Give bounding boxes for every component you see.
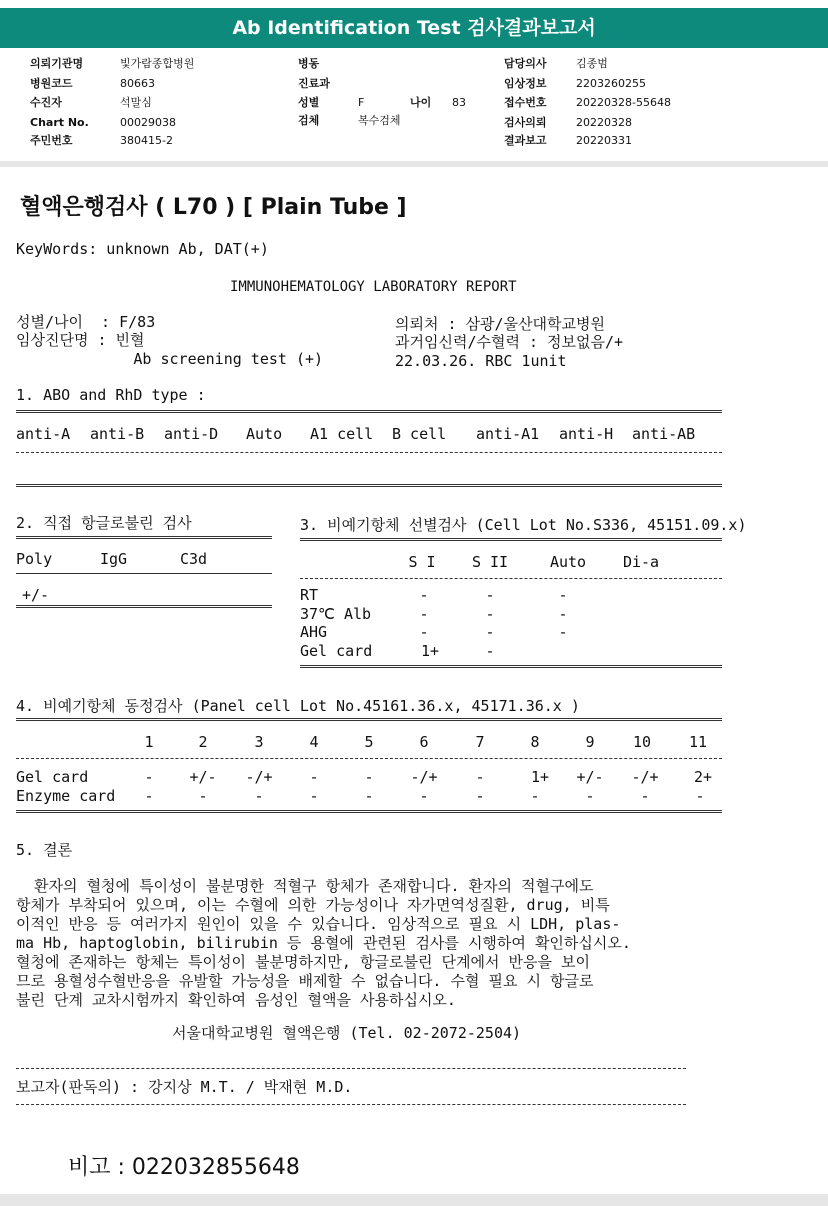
- table-cell: -: [419, 586, 429, 604]
- row-label: Gel card: [16, 768, 89, 786]
- column-header: IgG: [100, 550, 128, 568]
- header-label: 담당의사: [504, 57, 547, 70]
- column-header: anti-A: [16, 425, 71, 443]
- patient-diagnosis: 임상진단명 : 빈혈: [16, 331, 145, 349]
- table-cell: -: [558, 623, 568, 641]
- table-cell: -: [558, 586, 568, 604]
- column-header: A1 cell: [310, 425, 374, 443]
- row-label: Gel card: [300, 642, 373, 660]
- section3-title: 3. 비예기항체 선별검사 (Cell Lot No.S336, 45151.09.x): [300, 516, 747, 534]
- column-header: anti-A1: [476, 425, 540, 443]
- column-header: 9: [585, 733, 595, 751]
- table-cell: -: [419, 605, 429, 623]
- table-cell: -: [309, 787, 319, 805]
- table-cell: -: [558, 605, 568, 623]
- rule: [300, 578, 722, 579]
- column-header: 1: [144, 733, 154, 751]
- header-label: 수진자: [30, 96, 62, 109]
- header-label: 결과보고: [504, 134, 547, 147]
- section1-title: 1. ABO and RhD type :: [16, 386, 206, 404]
- column-header: 2: [198, 733, 208, 751]
- rule: [300, 665, 722, 668]
- column-header: Auto: [549, 553, 587, 571]
- column-header: 11: [688, 733, 708, 751]
- table-cell: -: [530, 787, 540, 805]
- header-value: 20220328-55648: [576, 96, 671, 109]
- column-header: anti-AB: [632, 425, 696, 443]
- table-cell: -: [198, 787, 208, 805]
- row-label: AHG: [300, 623, 328, 641]
- column-header: 10: [632, 733, 652, 751]
- header-label: Chart No.: [30, 116, 89, 129]
- table-cell: -: [640, 787, 650, 805]
- header-value: 김종범: [576, 57, 608, 70]
- header-label: 접수번호: [504, 96, 547, 109]
- conclusion-line: 항체가 부착되어 있으며, 이는 수혈에 의한 가능성이나 자가면역성질환, drug, 비특: [16, 896, 610, 914]
- table-cell: -: [144, 768, 154, 786]
- row-label: 37℃ Alb: [300, 605, 372, 623]
- rule: [16, 484, 722, 487]
- conclusion-line: 불린 단계 교차시험까지 확인하여 음성인 혈액을 사용하십시오.: [16, 991, 456, 1009]
- table-cell: -: [419, 787, 429, 805]
- section2-title: 2. 직접 항글로불린 검사: [16, 514, 192, 532]
- table-cell: 1+: [530, 768, 550, 786]
- rule: [16, 573, 272, 574]
- reporter: 보고자(판독의) : 강지상 M.T. / 박재현 M.D.: [16, 1078, 353, 1096]
- header-label: 의뢰기관명: [30, 57, 84, 70]
- table-cell: -: [309, 768, 319, 786]
- section-divider: [0, 161, 828, 167]
- column-header: S I: [408, 553, 436, 571]
- header-label: 주민번호: [30, 134, 73, 147]
- table-cell: -/+: [410, 768, 438, 786]
- table-cell: -/+: [631, 768, 659, 786]
- table-cell: -: [364, 787, 374, 805]
- table-cell: -: [695, 787, 705, 805]
- header-label: 병동: [298, 57, 320, 70]
- rule: [16, 536, 272, 539]
- header-value: 석말심: [120, 96, 152, 109]
- header-label: 검체: [298, 114, 320, 127]
- column-header: B cell: [392, 425, 447, 443]
- patient-sex-age: 성별/나이 : F/83: [16, 313, 156, 331]
- keywords: KeyWords: unknown Ab, DAT(+): [16, 240, 269, 258]
- patient-history-detail: 22.03.26. RBC 1unit: [395, 352, 567, 370]
- header-value: 80663: [120, 77, 155, 90]
- report-title: Ab Identification Test 검사결과보고서: [0, 8, 828, 48]
- report-heading: 혈액은행검사 ( L70 ) [ Plain Tube ]: [20, 195, 407, 220]
- table-cell: -: [364, 768, 374, 786]
- conclusion-line: 환자의 혈청에 특이성이 불분명한 적혈구 항체가 존재합니다. 환자의 적혈구에도: [16, 877, 594, 895]
- lab-report-title: IMMUNOHEMATOLOGY LABORATORY REPORT: [230, 279, 517, 295]
- column-header: C3d: [180, 550, 208, 568]
- rule: [16, 452, 722, 453]
- header-label: 진료과: [298, 77, 330, 90]
- rule: [16, 605, 272, 608]
- column-header: S II: [471, 553, 509, 571]
- table-cell: -: [475, 787, 485, 805]
- rule: [16, 718, 722, 721]
- table-cell: -: [144, 787, 154, 805]
- column-header: 7: [475, 733, 485, 751]
- column-header: 8: [530, 733, 540, 751]
- table-cell: -: [419, 623, 429, 641]
- table-cell: +/-: [576, 768, 604, 786]
- header-value: 20220328: [576, 116, 632, 129]
- institution: 서울대학교병원 혈액은행 (Tel. 02-2072-2504): [172, 1024, 522, 1042]
- column-header: 5: [364, 733, 374, 751]
- row-label: RT: [300, 586, 319, 604]
- table-cell: -: [485, 605, 495, 623]
- conclusion-line: 혈청에 존재하는 항체는 특이성이 불분명하지만, 항글로불린 단계에서 반응을 보이: [16, 953, 590, 971]
- table-cell: +/-: [189, 768, 217, 786]
- patient-history: 과거임신력/수혈력 : 정보없음/+: [395, 333, 624, 351]
- conclusion-line: 므로 용혈성수혈반응을 유발할 가능성을 배제할 수 없습니다. 수혈 필요 시 항글로: [16, 972, 594, 990]
- row-label: Enzyme card: [16, 787, 116, 805]
- rule: [16, 758, 722, 759]
- column-header: 4: [309, 733, 319, 751]
- column-header: Di-a: [622, 553, 660, 571]
- patient-diagnosis-detail: Ab screening test (+): [16, 350, 324, 368]
- rule: [300, 538, 722, 541]
- section4-title: 4. 비예기항체 동정검사 (Panel cell Lot No.45161.36.x, 45171.36.x ): [16, 697, 580, 715]
- rule: [16, 810, 722, 813]
- conclusion-line: ma Hb, haptoglobin, bilirubin 등 용혈에 관련된 검사를 시행하여 확인하십시오.: [16, 934, 631, 952]
- header-label: 임상정보: [504, 77, 547, 90]
- header-value: 83: [452, 96, 466, 109]
- header-value: 20220331: [576, 134, 632, 147]
- header-label: 나이: [410, 96, 432, 109]
- header-value: 2203260255: [576, 77, 646, 90]
- table-cell: 2+: [693, 768, 713, 786]
- column-header: Auto: [246, 425, 283, 443]
- table-cell: -: [254, 787, 264, 805]
- table-cell: -: [485, 642, 495, 660]
- rule: [16, 1104, 686, 1105]
- rule: [16, 1068, 686, 1069]
- dat-value: +/-: [22, 586, 50, 604]
- header-value: 380415-2: [120, 134, 173, 147]
- column-header: 6: [419, 733, 429, 751]
- header-value: F: [358, 96, 365, 109]
- column-header: anti-B: [90, 425, 145, 443]
- header-label: 성별: [298, 96, 320, 109]
- table-cell: -: [485, 586, 495, 604]
- table-cell: -: [475, 768, 485, 786]
- header-value: 빛가람종합병원: [120, 57, 195, 70]
- conclusion-line: 이적인 반응 등 여러가지 원인이 있을 수 있습니다. 임상적으로 필요 시 LDH, plas-: [16, 915, 621, 933]
- patient-referrer: 의뢰처 : 삼광/울산대학교병원: [395, 315, 606, 333]
- column-header: anti-H: [559, 425, 614, 443]
- table-cell: -: [585, 787, 595, 805]
- remark: 비고 : 022032855648: [68, 1155, 300, 1180]
- table-cell: -/+: [245, 768, 273, 786]
- column-header: 3: [254, 733, 264, 751]
- header-label: 병원코드: [30, 77, 73, 90]
- header-value: 00029038: [120, 116, 176, 129]
- table-cell: -: [485, 623, 495, 641]
- table-cell: 1+: [420, 642, 440, 660]
- header-value: 복수검체: [358, 114, 401, 127]
- rule: [16, 410, 722, 413]
- column-header: anti-D: [164, 425, 219, 443]
- bottom-bar: [0, 1194, 828, 1206]
- column-header: Poly: [16, 550, 53, 568]
- header-label: 검사의뢰: [504, 116, 547, 129]
- section5-title: 5. 결론: [16, 841, 73, 859]
